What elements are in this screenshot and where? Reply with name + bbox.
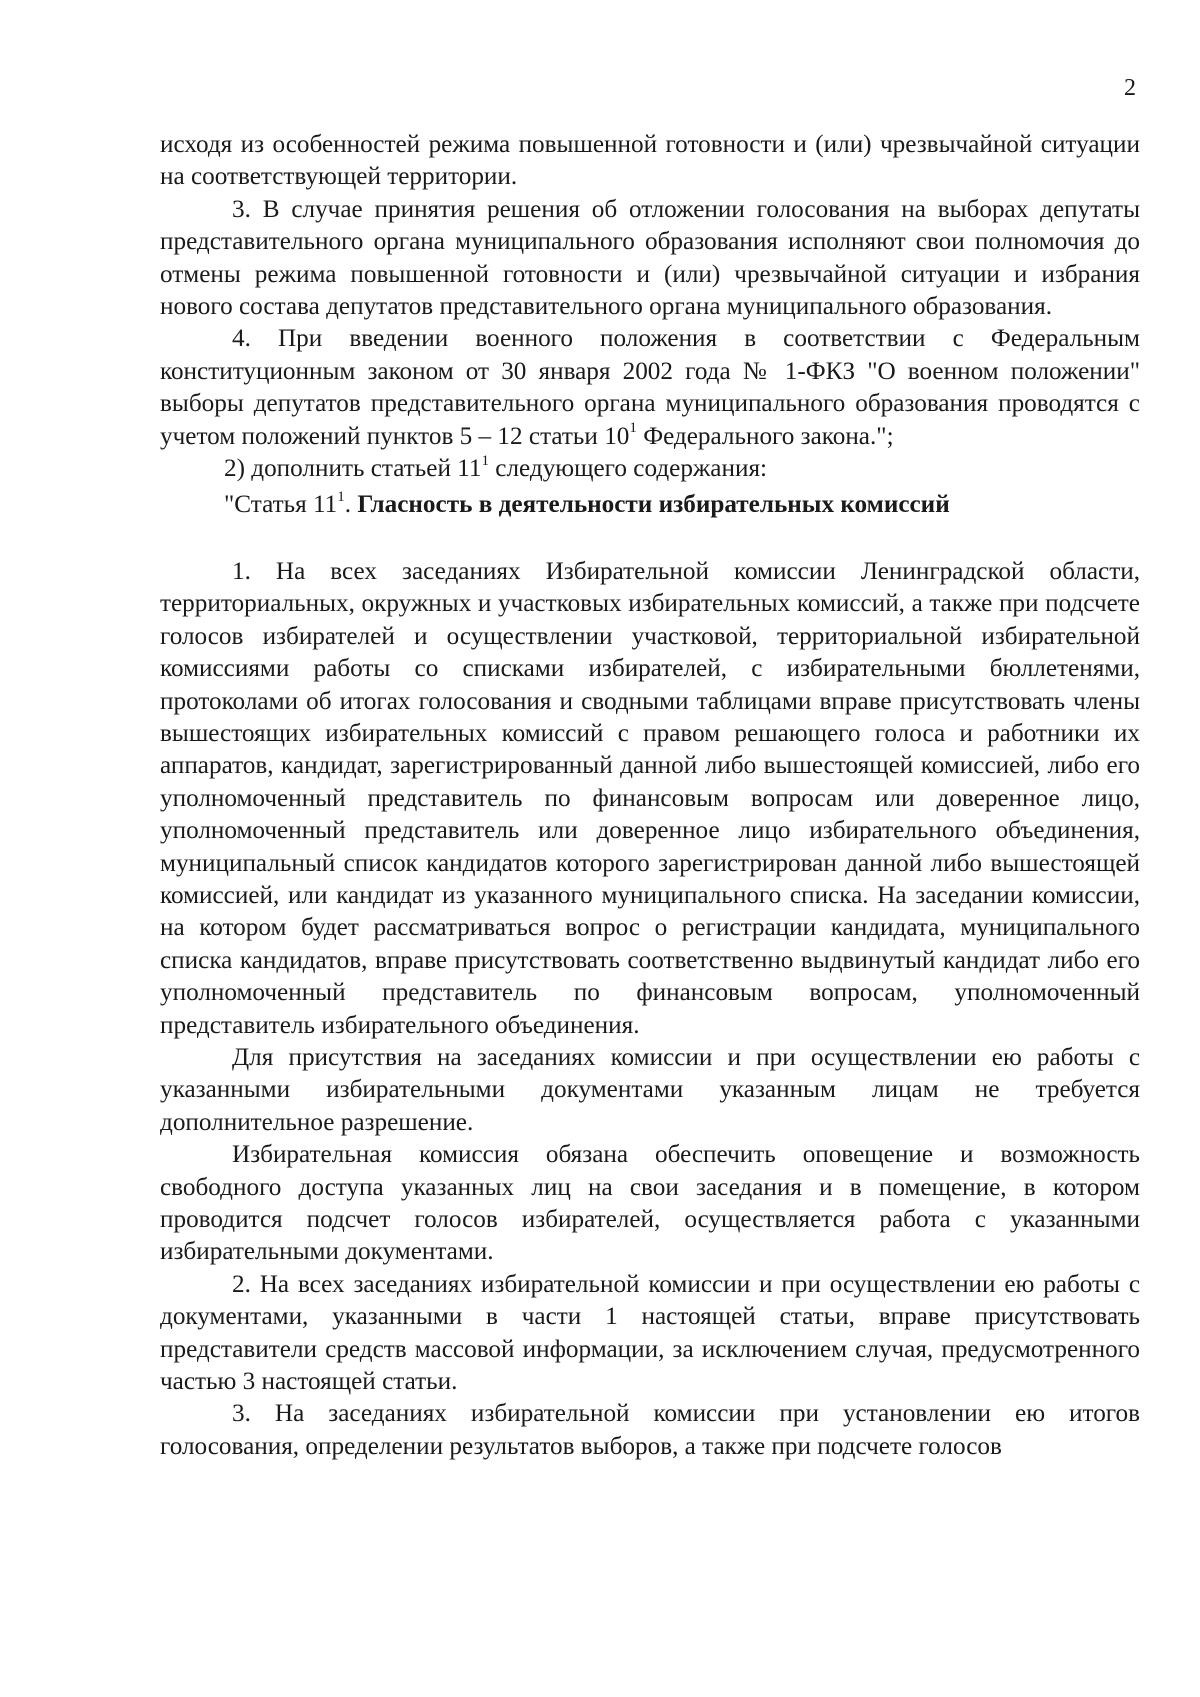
article-dot: . bbox=[344, 491, 358, 519]
item-3: 3. На заседаниях избирательной комиссии при установлении ею итогов голосования, определении результатов выборов, а также при подсчете голосов bbox=[160, 1400, 1140, 1460]
item-2: 2. На всех заседаниях избирательной комиссии и при осуществлении ею работы с документами, указанными в части 1 настоящей статьи, вправе присутствовать представители средств массовой информации, за исключением случая, предусмотренного частью 3 настоящей статьи. bbox=[160, 1270, 1140, 1396]
item-1-b: Для присутствия на заседаниях комиссии и при осуществлении ею работы с указанными избирательными документами указанным лицам не требуется дополнительное разрешение. bbox=[160, 1043, 1140, 1136]
page-number: 2 bbox=[1124, 75, 1136, 101]
article-title: Гласность в деятельности избирательных комиссий bbox=[357, 491, 950, 519]
amendment-line bbox=[160, 453, 1140, 485]
item-1-c: Избирательная комиссия обязана обеспечить оповещение и возможность свободного доступа указанных лиц на свои заседания и в помещение, в котором проводится подсчет голосов избирателей, осуществляется работа с указанными избирательными документами. bbox=[160, 1141, 1140, 1266]
paragraph-intro: исходя из особенностей режима повышенной готовности и (или) чрезвычайной ситуации на соответствующей территории. bbox=[160, 131, 1140, 191]
paragraph-4-text: 4. При введении военного положения в соответствии с Федеральным конституционным законом от 30 января 2002 года № 1-ФКЗ "О военном положении" выборы депутатов представительного органа муниципального образования проводятся с учетом положений пунктов 5 – 12 статьи 10 bbox=[160, 325, 1140, 450]
item-1: 1. На всех заседаниях Избирательной комиссии Ленинградской области, территориальных, окружных и участковых избирательных комиссий, а также при подсчете голосов избирателей и осуществлении участковой, территориальной избирательной комиссиями работы со списками избирателей, с избирательными бюллетенями, протоколами об итогах голосования и сводными таблицами вправе присутствовать члены вышестоящих избирательных комиссий с правом решающего голоса и работники их аппаратов, кандидат, зарегистрированный данной либо вышестоящей комиссией, либо его уполномоченный представитель по финансовым вопросам или доверенное лицо, уполномоченный представитель или доверенное лицо избирательного объединения, муниципальный список кандидатов которого зарегистрирован данной либо вышестоящей комиссией, или кандидат из указанного муниципального списка. На заседании комиссии, на котором будет рассматриваться вопрос о регистрации кандидата, муниципального списка кандидатов, вправе присутствовать соответственно выдвинутый кандидат либо его уполномоченный представитель по финансовым вопросам, уполномоченный представитель избирательного объединения. bbox=[160, 557, 1140, 1039]
article-heading bbox=[160, 489, 1140, 521]
superscript: 1 bbox=[337, 489, 345, 506]
amendment-tail: следующего содержания: bbox=[488, 455, 768, 483]
paragraph-4 bbox=[160, 323, 1140, 453]
superscript: 1 bbox=[629, 420, 637, 437]
document-body bbox=[160, 129, 1140, 1463]
paragraph-4-tail: Федерального закона."; bbox=[636, 422, 894, 450]
amendment-text: 2) дополнить статьей 11 bbox=[224, 455, 482, 483]
superscript: 1 bbox=[481, 452, 489, 469]
article-prefix: "Статья 11 bbox=[224, 491, 338, 519]
paragraph-3: 3. В случае принятия решения об отложении голосования на выборах депутаты представительного органа муниципального образования исполняют свои полномочия до отмены режима повышенной готовности и (или) чрезвычайной ситуации и избрания нового состава депутатов представительного органа муниципального образования. bbox=[160, 195, 1140, 321]
